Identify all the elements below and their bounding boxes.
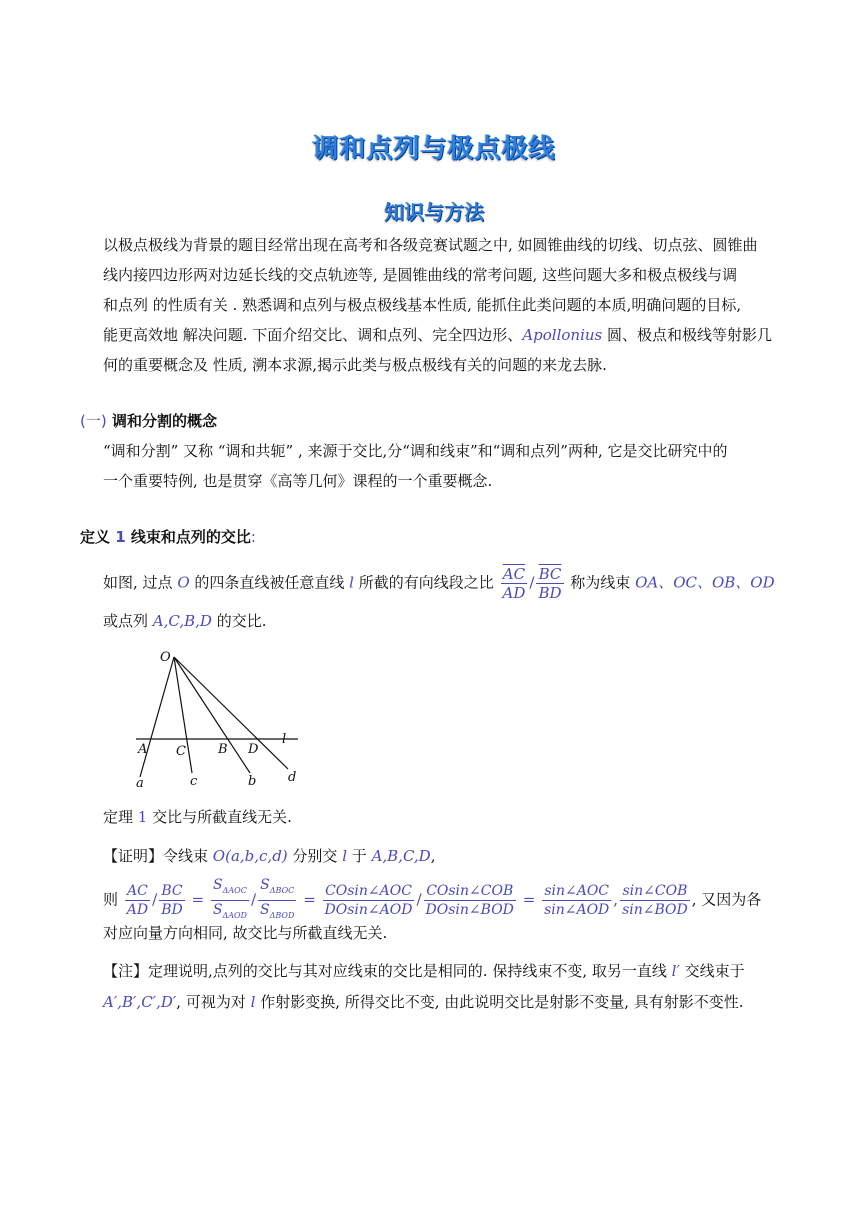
fraction-numerator [211, 876, 249, 901]
section-line: 一个重要特例, 也是贯穿《高等几何》课程的一个重要概念. [103, 472, 493, 490]
symbol-s: S [212, 877, 223, 893]
label-a-lower: a [136, 776, 144, 791]
fraction [323, 882, 415, 919]
theorem-label: 定理 [103, 808, 138, 826]
fraction-denominator: AD [126, 901, 149, 918]
intro-text: 能更高效地 解决问题. 下面介绍交比、调和点列、完全四边形、 [103, 326, 523, 344]
definition-number: 1 [115, 528, 126, 546]
ray-d [174, 657, 288, 769]
proof-text: 又因为各 [696, 890, 762, 909]
section-paren-open: ( [80, 412, 86, 430]
intro-paragraph [103, 230, 793, 380]
section-title: 调和分割的概念 [111, 412, 217, 430]
fraction-numerator: $\overline{AC}$ [501, 565, 528, 584]
symbol-s: S [212, 901, 223, 918]
definition-heading [80, 526, 256, 547]
note-line [103, 960, 745, 981]
fraction [620, 882, 690, 919]
definition-colon: : [250, 528, 256, 546]
fraction [542, 882, 611, 919]
fraction-numerator: sin∠COB [620, 882, 690, 901]
fraction-denominator: sin∠BOD [622, 901, 688, 918]
proof-text: 则 [103, 890, 123, 909]
fraction-numerator: sin∠AOC [542, 882, 611, 901]
definition-text: 所截的有向线段之比 [353, 573, 499, 592]
proof-line [103, 845, 435, 866]
ray-a [140, 657, 174, 777]
fraction [424, 882, 516, 919]
theorem-line [103, 806, 292, 827]
definition-line [103, 565, 775, 602]
fraction-numerator: COsin∠COB [424, 882, 516, 901]
subscript: ΔAOD [222, 910, 247, 920]
label-b-upper: B [218, 742, 228, 757]
section-line: “调和分割” 又称 “调和共轭” , 来源于交比,分“调和线束”和“调和点列”两种, 它是交比研究中的 [103, 442, 728, 460]
symbol-s: S [260, 901, 270, 918]
label-c-lower: c [190, 774, 198, 789]
label-a-upper: A [138, 742, 148, 757]
fraction-slash: / [529, 573, 535, 592]
point-range: A,C,B,D [152, 612, 212, 630]
fraction-numerator [258, 876, 296, 901]
point-list: A,B,C,D [371, 847, 431, 865]
comma: , [691, 890, 697, 909]
fraction-denominator: BD [538, 584, 562, 602]
definition-text: 的交比. [211, 612, 267, 630]
fraction-denominator: sin∠AOD [544, 901, 610, 918]
proof-text: , [430, 847, 436, 865]
theorem-text: 交比与所截直线无关. [147, 808, 292, 826]
page-subtitle: 知识与方法 [384, 200, 484, 224]
fraction [125, 882, 150, 919]
pencil-lines: OA、OC、OB、OD [635, 573, 775, 592]
intro-line: 何的重要概念及 性质, 溯本求源,揭示此类与极点极线有关的问题的来龙去脉. [103, 356, 607, 374]
definition-title: 线束和点列的交比 [125, 528, 251, 546]
fraction-slash: / [152, 890, 158, 909]
apollonius-term: Apollonius [522, 326, 603, 344]
fraction-numerator: $\overline{BC}$ [536, 565, 563, 584]
fraction-numerator: BC [159, 882, 185, 901]
fraction-denominator: BD [161, 901, 183, 918]
fraction-bc-bd [536, 565, 563, 602]
fraction-ac-ad [501, 565, 528, 602]
proof-text: 令线束 [163, 847, 213, 865]
equals-sign: = [191, 890, 205, 909]
intro-line [103, 320, 793, 350]
proof-text: 分别交 [287, 847, 343, 865]
note-text: 定理说明,点列的交比与其对应线束的交比是相同的. 保持线束不变, 取另一直线 [148, 962, 672, 980]
proof-text: 于 [347, 847, 372, 865]
label-c-upper: C [176, 744, 186, 759]
section-paragraph [103, 436, 793, 496]
fraction [211, 876, 249, 925]
definition-text: 称为线束 [570, 573, 636, 592]
definition-text: 的四条直线被任意直线 [189, 573, 350, 592]
cross-ratio-figure [128, 645, 318, 795]
fraction-numerator: AC [125, 882, 150, 901]
subscript: ΔBOC [269, 885, 295, 895]
line-l-prime: l′ [671, 962, 680, 980]
fraction [159, 882, 185, 919]
pencil-notation: O(a,b,c,d) [212, 847, 288, 865]
note-label: 【注】 [103, 962, 149, 980]
proof-line: 对应向量方向相同, 故交比与所截直线无关. [103, 924, 388, 942]
note-line [103, 991, 744, 1012]
page-title: 调和点列与极点极线 [312, 134, 556, 164]
label-d-upper: D [248, 742, 259, 757]
intro-line: 和点列 的性质有关 . 熟悉调和点列与极点极线基本性质, 能抓住此类问题的本质,明确问题的目标, [103, 296, 742, 314]
section-paren-close: ) [100, 412, 107, 430]
definition-text: 或点列 [103, 612, 153, 630]
note-text: 作射影变换, 所得交比不变, 由此说明交比是射影不变量, 具有射影不变性. [255, 993, 744, 1011]
line-l: l [250, 993, 256, 1011]
fraction-slash: / [250, 890, 257, 909]
proof-label: 【证明】 [103, 847, 164, 865]
line-l: l [342, 847, 348, 865]
comma: , [613, 890, 619, 909]
definition-line [103, 610, 266, 631]
subscript: ΔBOD [269, 910, 295, 920]
equals-sign: = [303, 890, 316, 909]
definition-text: 如图, 过点 [103, 573, 178, 592]
intro-text: 圆、极点和极线等射影几 [602, 326, 773, 344]
label-b-lower: b [248, 774, 257, 789]
note-text: , 可视为对 [176, 993, 251, 1011]
label-o: O [160, 650, 171, 665]
fraction-slash: / [416, 890, 422, 909]
subscript: ΔAOC [222, 885, 247, 895]
fraction-numerator: COsin∠AOC [323, 882, 415, 901]
section-heading [80, 410, 217, 431]
fraction-denominator: DOsin∠BOD [425, 901, 514, 918]
point-list-prime: A′,B′,C′,D′ [103, 993, 177, 1011]
intro-line: 以极点极线为背景的题目经常出现在高考和各级竞赛试题之中, 如圆锥曲线的切线、切点弦、圆锥曲 [103, 236, 758, 254]
label-d-lower: d [288, 770, 297, 785]
note-text: 交线束于 [679, 962, 745, 980]
equals-sign: = [522, 890, 536, 909]
symbol-s: S [260, 877, 270, 893]
fraction [258, 876, 296, 925]
intro-line: 线内接四边形两对边延长线的交点轨迹等, 是圆锥曲线的常考问题, 这些问题大多和极点极线与调 [103, 266, 738, 284]
fraction-denominator: DOsin∠AOD [324, 901, 413, 918]
label-l: l [282, 732, 287, 747]
line-l: l [349, 573, 354, 592]
definition-label: 定义 [80, 528, 111, 546]
fraction-denominator: AD [502, 584, 526, 602]
theorem-number: 1 [137, 808, 148, 826]
point-o: O [177, 573, 190, 592]
section-number: 一 [85, 412, 101, 430]
